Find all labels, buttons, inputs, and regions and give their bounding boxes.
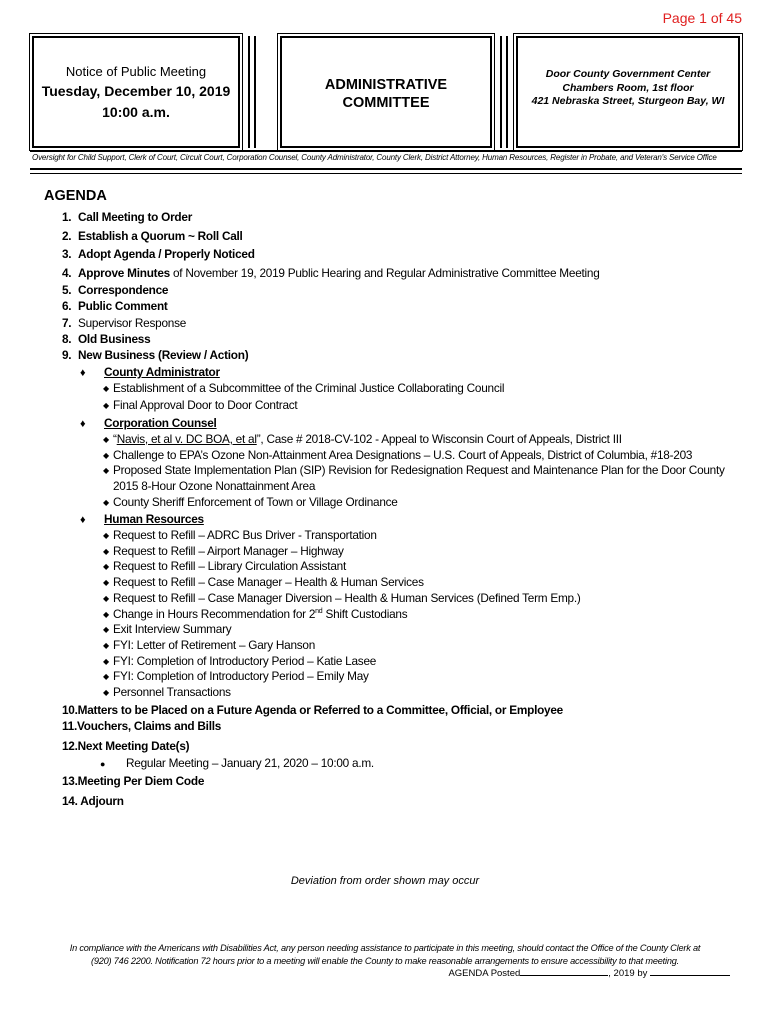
diamond-icon: ♦ (80, 418, 86, 430)
list-item: ◆ Request to Refill – ADRC Bus Driver - Transportation (103, 528, 377, 542)
list-item: ◆ Challenge to EPA’s Ozone Non-Attainment Area Designations – U.S. Court of Appeals, District of Columbia, #18-203 (103, 448, 693, 462)
section-human-resources (80, 512, 204, 526)
agenda-item-9 (62, 348, 248, 362)
item-number: 5. (62, 283, 72, 297)
diamond-icon: ♦ (80, 514, 86, 526)
bullet-icon: ◆ (103, 435, 109, 444)
list-item-continued: 2015 8-Hour Ozone Nonattainment Area (113, 479, 316, 493)
section-corp-counsel (80, 416, 217, 430)
bullet-icon: ◆ (103, 384, 109, 393)
item-number: 1. (62, 210, 72, 224)
list-item: ◆ County Sheriff Enforcement of Town or Village Ordinance (103, 495, 398, 509)
list-item: ◆ Personnel Transactions (103, 685, 231, 699)
item-number: 6. (62, 299, 72, 313)
oversight-text: Oversight for Child Support, Clerk of Court, Circuit Court, Corporation Counsel, County Administrator, County Clerk, District Attorney, Human Resources, Register in Probate, and Veteran's Service Office (32, 153, 717, 162)
agenda-item-13: 13.Meeting Per Diem Code (62, 774, 205, 788)
list-item: ◆ Request to Refill – Library Circulation Assistant (103, 559, 346, 573)
agenda-item-12: 12.Next Meeting Date(s) (62, 739, 190, 753)
item-title: Correspondence (78, 283, 169, 297)
list-item: ◆ FYI: Completion of Introductory Period – Katie Lasee (103, 654, 377, 668)
item-number: 4. (62, 266, 72, 280)
section-heading: Human Resources (104, 512, 204, 526)
list-item: ◆ Change in Hours Recommendation for 2nd Shift Custodians (103, 607, 408, 621)
item-detail: Supervisor Response (78, 316, 187, 330)
list-item: ◆ Request to Refill – Airport Manager – Highway (103, 544, 344, 558)
header-boxes (30, 36, 742, 148)
item-title: Old Business (78, 332, 151, 346)
agenda-item-8 (62, 332, 150, 346)
case-link[interactable]: Navis, et al v. DC BOA, et al (116, 432, 257, 446)
posted-date-blank (520, 966, 608, 976)
list-item: ◆ Proposed State Implementation Plan (SIP) Revision for Redesignation Request and Maintenance Plan for the Door County (103, 463, 725, 477)
location-line-2: Chambers Room, 1st floor (562, 81, 694, 94)
item-number: 7. (62, 316, 72, 330)
agenda-item-10: 10.Matters to be Placed on a Future Agenda or Referred to a Committee, Official, or Employee (62, 703, 563, 717)
item-number: 8. (62, 332, 72, 346)
list-item: ◆ Request to Refill – Case Manager Diversion – Health & Human Services (Defined Term Emp.) (103, 591, 581, 605)
diamond-icon: ♦ (80, 367, 86, 379)
agenda-title: AGENDA (44, 188, 107, 204)
bullet-icon: ◆ (103, 625, 109, 634)
posted-by-blank (650, 966, 730, 976)
list-item: ◆ Final Approval Door to Door Contract (103, 398, 298, 412)
item-detail: of November 19, 2019 Public Hearing and Regular Administrative Committee Meeting (169, 266, 600, 280)
list-item: ● Regular Meeting – January 21, 2020 – 10:00 a.m. (100, 756, 374, 770)
item-number: 3. (62, 247, 72, 261)
list-item: ◆ FYI: Letter of Retirement – Gary Hanson (103, 638, 316, 652)
agenda-item-2 (62, 229, 243, 243)
list-item: ◆ FYI: Completion of Introductory Period – Emily May (103, 669, 369, 683)
item-title: Public Comment (78, 299, 168, 313)
bullet-icon: ◆ (103, 594, 109, 603)
agenda-item-7 (62, 316, 186, 330)
list-item: ◆ Establishment of a Subcommittee of the Criminal Justice Collaborating Council (103, 381, 505, 395)
agenda-item-5 (62, 283, 168, 297)
list-item: ◆ “Navis, et al v. DC BOA, et al”, Case # 2018-CV-102 - Appeal to Wisconsin Court of Appeals, District III (103, 432, 622, 446)
page-number: Page 1 of 45 (662, 10, 742, 26)
location-box (516, 36, 740, 148)
agenda-item-14: 14. Adjourn (62, 794, 124, 808)
oversight-rule-thin (30, 173, 742, 174)
bullet-icon: ◆ (103, 562, 109, 571)
agenda-item-3 (62, 247, 255, 261)
ada-compliance-note: In compliance with the Americans with Disabilities Act, any person needing assistance to participate in this meeting, should contact the Office of the County Clerk at (920) 746 2200. Notification 72 hours prior to a meeting will enable the County to make reasonable arrangements to ensure accessibility to that meeting. (69, 943, 701, 966)
agenda-item-11: 11.Vouchers, Claims and Bills (62, 719, 222, 733)
agenda-posted-line: AGENDA Posted , 2019 by (448, 966, 730, 979)
bullet-icon: ◆ (103, 498, 109, 507)
separator (248, 36, 256, 148)
oversight-rule (30, 168, 742, 170)
location-line-3: 421 Nebraska Street, Sturgeon Bay, WI (531, 95, 725, 107)
bullet-icon: ● (100, 759, 106, 769)
section-county-admin (80, 365, 220, 379)
bullet-icon: ◆ (103, 578, 109, 587)
meeting-date: Tuesday, December 10, 2019 (41, 83, 231, 99)
bullet-icon: ◆ (103, 401, 109, 410)
deviation-note: Deviation from order shown may occur (290, 875, 480, 887)
bullet-icon: ◆ (103, 610, 109, 619)
bullet-icon: ◆ (103, 451, 109, 460)
item-title: New Business (Review / Action) (78, 348, 249, 362)
agenda-item-1 (62, 210, 192, 224)
header-rule (30, 150, 742, 152)
bullet-icon: ◆ (103, 672, 109, 681)
bullet-icon: ◆ (103, 547, 109, 556)
notice-title: Notice of Public Meeting (65, 64, 207, 79)
committee-box (280, 36, 492, 148)
bullet-icon: ◆ (103, 688, 109, 697)
bullet-icon: ◆ (103, 641, 109, 650)
agenda-item-4 (62, 266, 600, 280)
item-title: Approve Minutes (78, 266, 170, 280)
committee-name-2: COMMITTEE (342, 95, 430, 111)
item-number: 2. (62, 229, 72, 243)
bullet-icon: ◆ (103, 657, 109, 666)
item-title: Adopt Agenda / Properly Noticed (78, 247, 255, 261)
notice-box (32, 36, 240, 148)
meeting-time: 10:00 a.m. (102, 104, 170, 120)
item-number: 9. (62, 348, 72, 362)
bullet-icon: ◆ (103, 466, 109, 475)
separator (500, 36, 508, 148)
location-line-1: Door County Government Center (545, 68, 711, 80)
bullet-icon: ◆ (103, 531, 109, 540)
section-heading: Corporation Counsel (104, 416, 217, 430)
item-title: Call Meeting to Order (78, 210, 193, 224)
committee-name-1: ADMINISTRATIVE (324, 77, 448, 93)
list-item: ◆ Request to Refill – Case Manager – Health & Human Services (103, 575, 424, 589)
item-title: Establish a Quorum ~ Roll Call (78, 229, 243, 243)
agenda-item-6 (62, 299, 168, 313)
section-heading: County Administrator (104, 365, 220, 379)
list-item: ◆ Exit Interview Summary (103, 622, 232, 636)
